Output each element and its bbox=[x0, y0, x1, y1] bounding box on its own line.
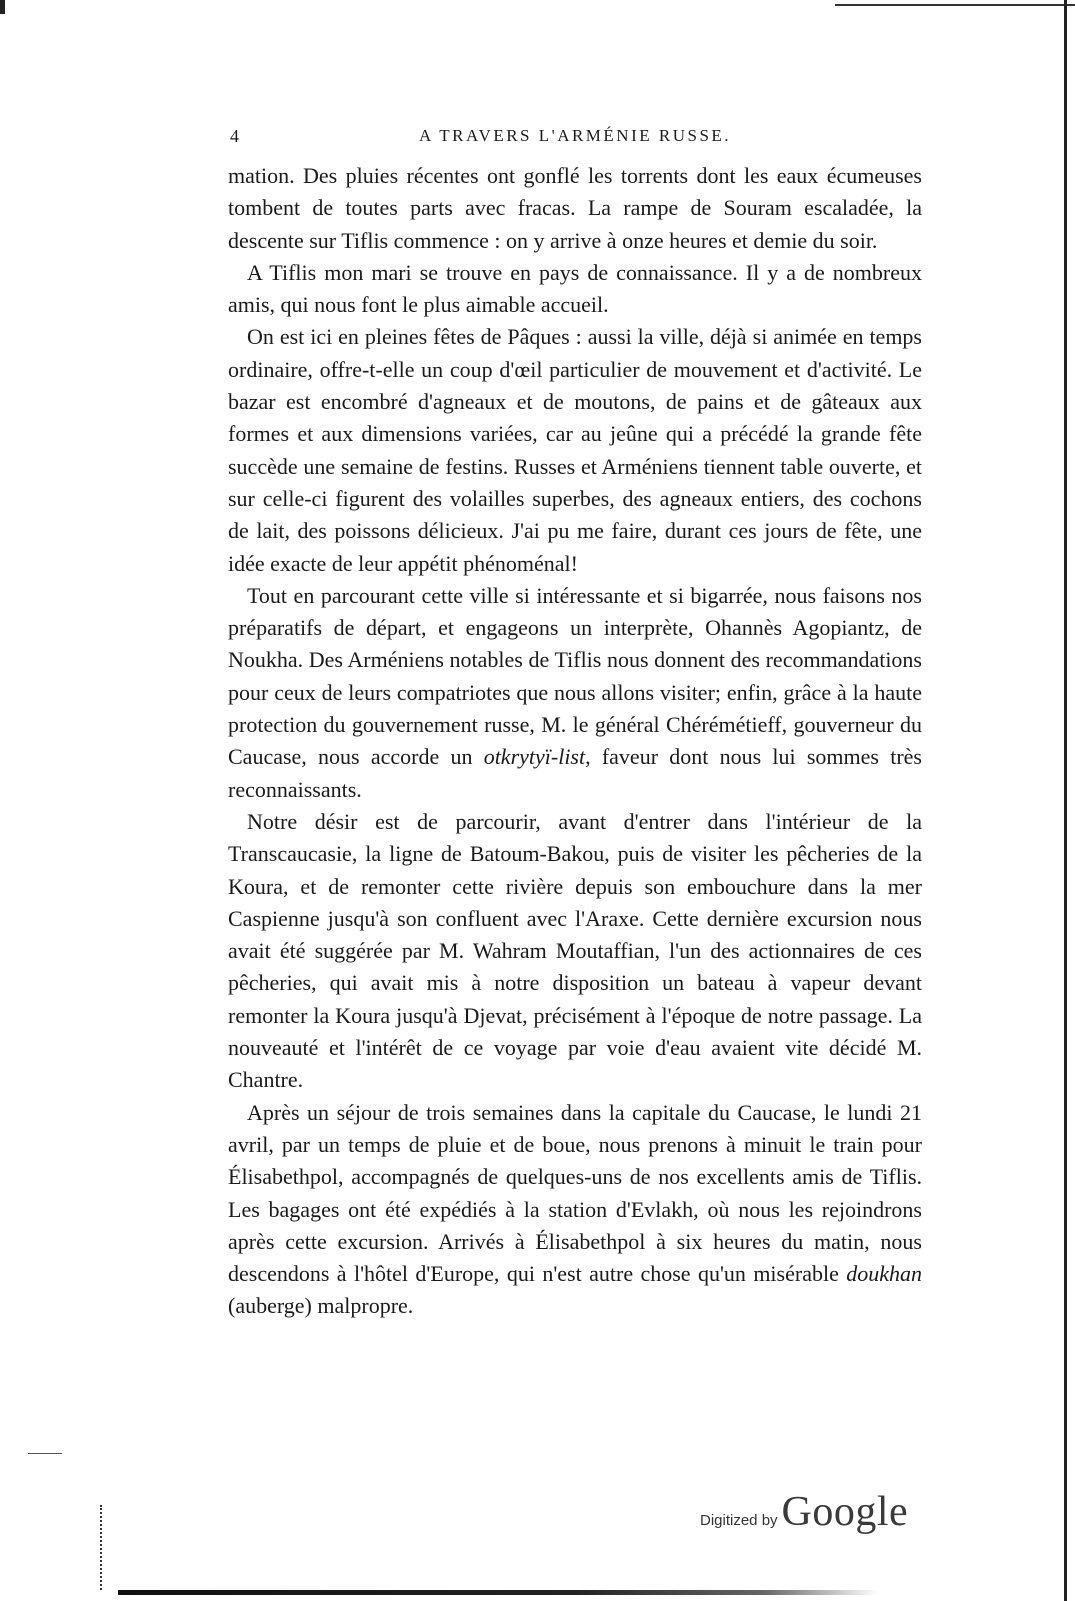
digitized-stamp bbox=[700, 1488, 930, 1548]
paragraph: A Tiflis mon mari se trouve en pays de connaissance. Il y a de nombreux amis, qui nous font le plus aimable accueil. bbox=[228, 259, 922, 318]
paragraph: Notre désir est de parcourir, avant d'entrer dans l'intérieur de la Transcaucasie, la ligne de Batoum-Bakou, puis de visiter les pêcheries de la Koura, et de remonter cette rivière depuis son embouchure dans la mer Caspienne jusqu'à son confluent avec l'Araxe. Cette dernière excursion nous avait été suggérée par M. Wahram Moutaffian, l'un des actionnaires de ces pêcheries, qui avait mis à notre disposition un bateau à vapeur devant remonter la Koura jusqu'à Djevat, précisément à l'époque de notre passage. La nouveauté et l'intérêt de ce voyage par voie d'eau avaient vite décidé M. Chantre. bbox=[228, 808, 922, 1093]
running-title: A TRAVERS L'ARMÉNIE RUSSE. bbox=[418, 126, 732, 145]
paragraph: mation. Des pluies récentes ont gonflé les torrents dont les eaux écumeuses tombent de toutes parts avec fracas. La rampe de Souram escaladée, la descente sur Tiflis commence : on y arrive à onze heures et demie du soir. bbox=[228, 163, 922, 253]
paragraph bbox=[228, 580, 922, 806]
paragraph-text: , faveur dont nous lui sommes très reconnaissants. bbox=[228, 744, 922, 802]
paragraph-text: (auberge) malpropre. bbox=[228, 1293, 414, 1319]
google-logo: Google bbox=[781, 1489, 909, 1535]
body-text bbox=[228, 160, 922, 1323]
page-number: 4 bbox=[230, 126, 241, 146]
paragraph: On est ici en pleines fêtes de Pâques : aussi la ville, déjà si animée en temps ordinaire, offre-t-elle un coup d'œil particulier de mouvement et d'activité. Le bazar est encombré d'agneaux et de moutons, de pains et de gâteaux aux formes et aux dimensions variées, car au jeûne qui a précédé la grande fête succède une semaine de festins. Russes et Arméniens tiennent table ouverte, et sur celle-ci figurent des volailles superbes, des agneaux entiers, des cochons de lait, des poissons délicieux. J'ai pu me faire, durant ces jours de fête, une idée exacte de leur appétit phénoménal! bbox=[228, 324, 922, 576]
scan-left-tick bbox=[28, 1453, 62, 1454]
scan-bottom-edge bbox=[118, 1590, 878, 1595]
digitized-by-label: Digitized by bbox=[700, 1512, 778, 1529]
paragraph bbox=[228, 1097, 922, 1323]
scan-corner-mark bbox=[0, 0, 5, 14]
italic-term: doukhan bbox=[846, 1261, 922, 1287]
italic-term: otkrytyï-list bbox=[483, 744, 586, 770]
scan-left-marks bbox=[100, 1505, 110, 1590]
scan-top-edge bbox=[835, 4, 1075, 6]
paragraph-text: Tout en parcourant cette ville si intéressante et si bigarrée, nous faisons nos préparatifs de départ, et engageons un interprète, Ohannès Agopiantz, de Noukha. Des Arméniens notables de Tiflis nous donnent des recommandations pour ceux de leurs compatriotes que nous allons visiter; enfin, grâce à la haute protection du gouvernement russe, M. le général Chérémétieff, gouverneur du Caucase, nous accorde un bbox=[228, 582, 922, 770]
paragraph-text: Après un séjour de trois semaines dans la capitale du Caucase, le lundi 21 avril, par un temps de pluie et de boue, nous prenons à minuit le train pour Élisabethpol, accompagnés de quelques-uns de nos excellents amis de Tiflis. Les bagages ont été expédiés à la station d'Evlakh, où nous les rejoindrons après cette excursion. Arrivés à Élisabethpol à six heures du matin, nous descendons à l'hôtel d'Europe, qui n'est autre chose qu'un misérable bbox=[228, 1099, 922, 1287]
running-head bbox=[230, 122, 920, 150]
scan-right-edge bbox=[1064, 0, 1067, 1601]
